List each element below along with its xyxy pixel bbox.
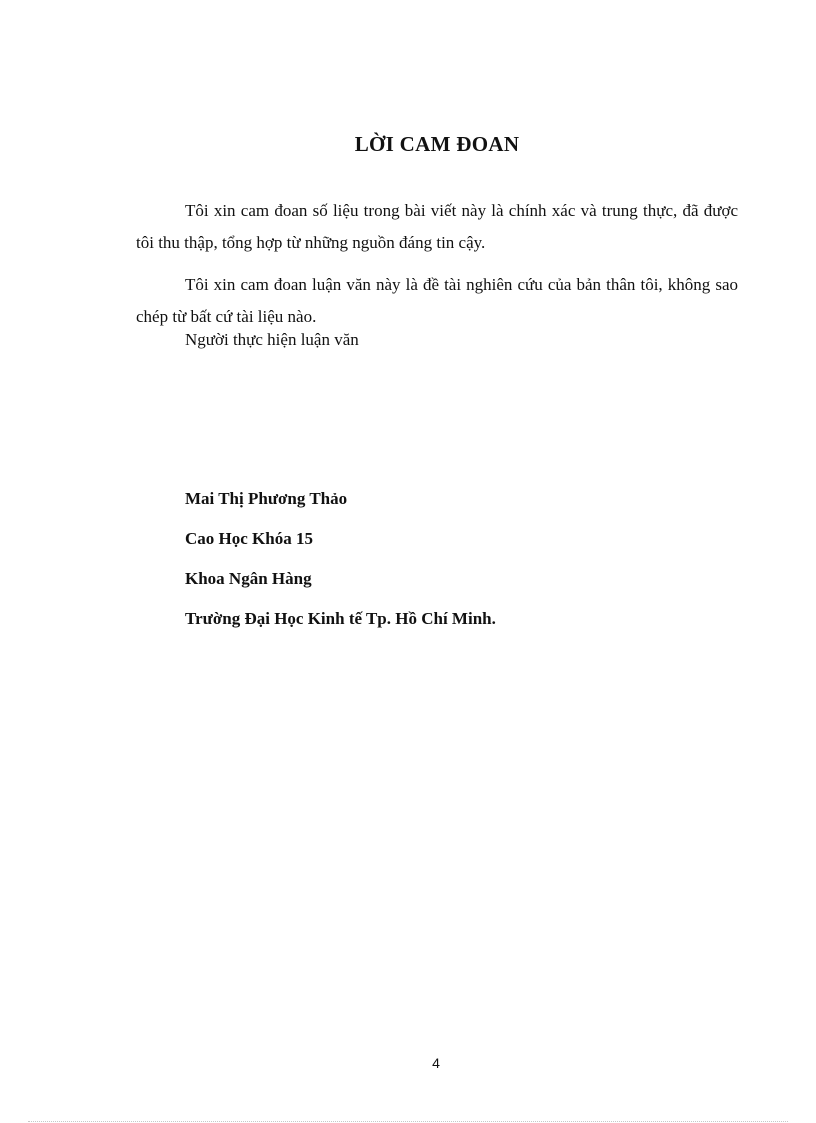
page-break-divider	[28, 1121, 788, 1122]
page-title: LỜI CAM ĐOAN	[354, 132, 520, 156]
signer-label: Người thực hiện luận văn	[185, 330, 359, 349]
page-number: 4	[432, 1055, 440, 1071]
author-name: Mai Thị Phương Thảo	[185, 489, 348, 508]
declaration-paragraph-data: Tôi xin cam đoan số liệu trong bài viết này là chính xác và trung thực, đã được tôi thu thập, tổng hợp từ những nguồn đáng tin cậy.	[136, 201, 738, 252]
author-faculty: Khoa Ngân Hàng	[185, 569, 312, 588]
author-university: Trường Đại Học Kinh tế Tp. Hồ Chí Minh.	[185, 609, 496, 628]
author-program: Cao Học Khóa 15	[185, 529, 313, 548]
declaration-paragraph-originality: Tôi xin cam đoan luận văn này là đề tài nghiên cứu của bản thân tôi, không sao chép từ bất cứ tài liệu nào.	[136, 275, 738, 326]
